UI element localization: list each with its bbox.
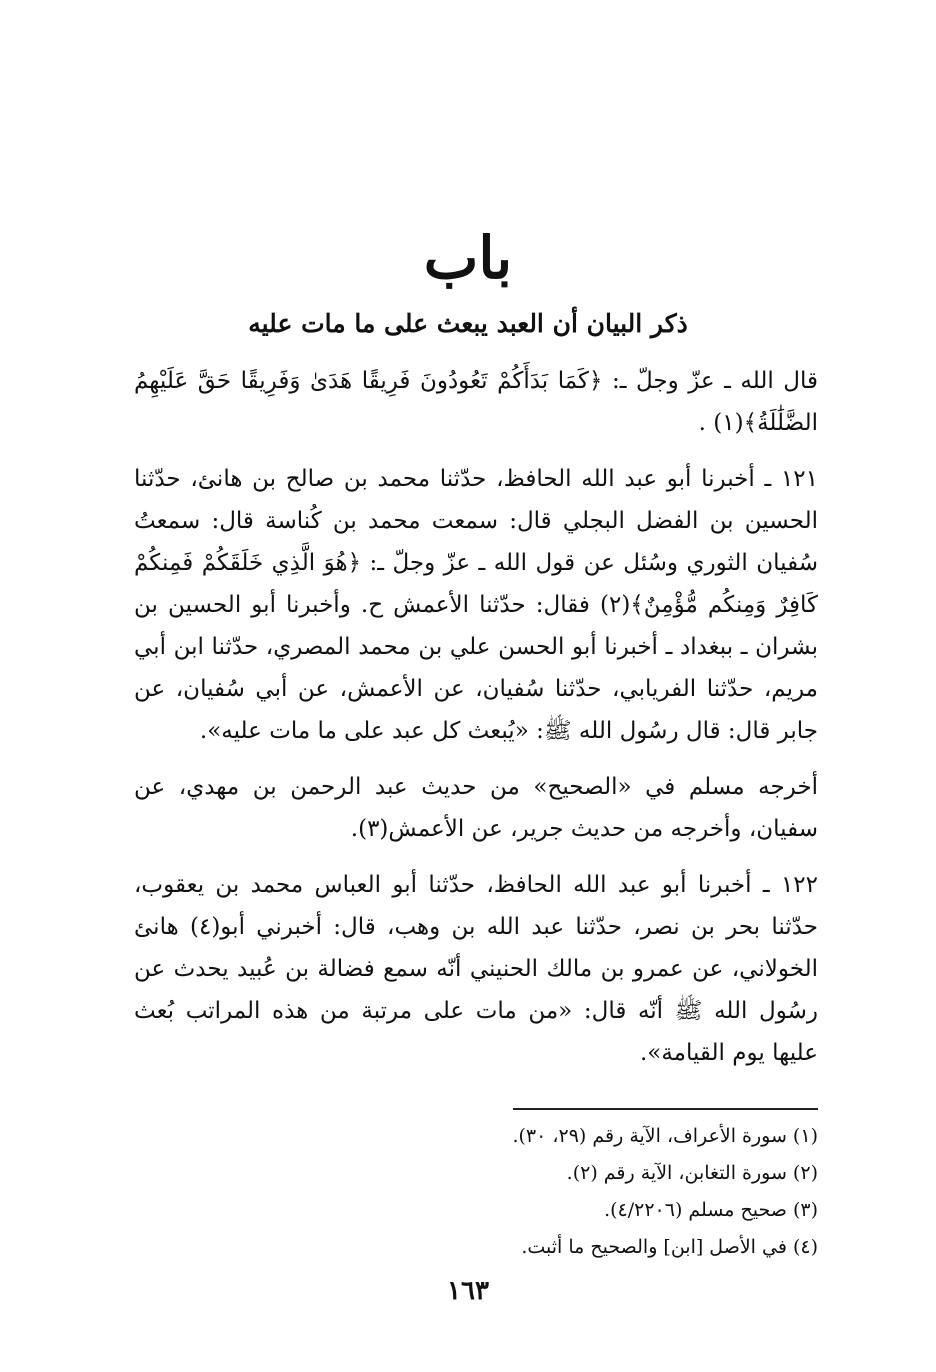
section-heading: ذكر البيان أن العبد يبعث على ما مات عليه	[248, 309, 688, 338]
chapter-title: باب	[423, 224, 513, 292]
paragraph-takhrij: أخرجه مسلم في «الصحيح» من حديث عبد الرحمن بن مهدي، عن سفيان، وأخرجه من حديث جرير، عن الأعمش(٣).	[134, 774, 818, 842]
main-text	[134, 360, 818, 1088]
footnote-divider	[513, 1108, 818, 1110]
footnotes	[218, 1118, 818, 1266]
footnote-4: (٤) في الأصل [ابن] والصحيح ما أثبت.	[521, 1236, 818, 1258]
footnote-2: (٢) سورة التغابن، الآية رقم (٢).	[566, 1162, 818, 1184]
paragraph-quran-intro: قال الله ـ عزّ وجلّ ـ: ﴿كَمَا بَدَأَكُمْ تَعُودُونَ فَرِيقًا هَدَىٰ وَفَرِيقًا حَقَّ عَلَيْهِمُ الضَّلَٰلَةُ﴾(١) .	[134, 368, 818, 436]
paragraph-hadith-122: ١٢٢ ـ أخبرنا أبو عبد الله الحافظ، حدّثنا أبو العباس محمد بن يعقوب، حدّثنا بحر بن نصر، حدّثنا عبد الله بن وهب، قال: أخبرني أبو(٤) هانئ الخولاني، عن عمرو بن مالك الحنيني أنّه سمع فضالة بن عُبيد يحدث عن رسُول الله ﷺ أنّه قال: «من مات على مرتبة من هذه المراتب بُعث عليها يوم القيامة».	[134, 872, 818, 1066]
footnote-1: (١) سورة الأعراف، الآية رقم (٢٩، ٣٠).	[512, 1125, 818, 1147]
footnote-3: (٣) صحيح مسلم (٤/٢٢٠٦).	[604, 1199, 818, 1221]
paragraph-hadith-121: ١٢١ ـ أخبرنا أبو عبد الله الحافظ، حدّثنا محمد بن صالح بن هانئ، حدّثنا الحسين بن الفضل البجلي قال: سمعت محمد بن كُناسة قال: سمعتُ سُفيان الثوري وسُئل عن قول الله ـ عزّ وجلّ ـ: ﴿هُوَ الَّذِي خَلَقَكُمْ فَمِنكُمْ كَافِرٌ وَمِنكُم مُّؤْمِنٌ﴾(٢) فقال: حدّثنا الأعمش ح. وأخبرنا أبو الحسين بن بشران ـ ببغداد ـ أخبرنا أبو الحسن علي بن محمد المصري، حدّثنا ابن أبي مريم، حدّثنا الفريابي، حدّثنا سُفيان، عن الأعمش، عن أبي سُفيان، عن جابر قال: قال رسُول الله ﷺ: «يُبعث كل عبد على ما مات عليه».	[134, 466, 818, 744]
page-number: ١٦٣	[447, 1276, 489, 1306]
